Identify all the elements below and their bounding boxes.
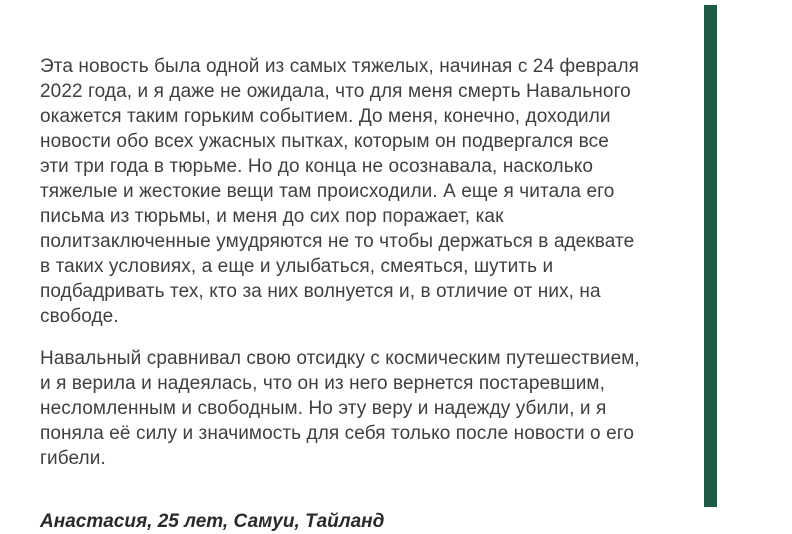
accent-bar — [704, 5, 717, 507]
quote-block — [40, 54, 641, 534]
quote-paragraph-2: Навальный сравнивал свою отсидку с космическим путешествием, и я верила и надеялась, что он из него вернется постаревшим, несломленным и свободным. Но эту веру и надежду убили, и я поняла её силу и значимость для себя только после новости о его гибели. — [40, 348, 640, 469]
quote-attribution: Анастасия, 25 лет, Самуи, Тайланд — [40, 511, 385, 532]
quote-paragraph-1: Эта новость была одной из самых тяжелых, начиная с 24 февраля 2022 года, и я даже не ожидала, что для меня смерть Навального окажется таким горьким событием. До меня, конечно, доходили новости обо всех ужасных пытках, которым он подвергался все эти три года в тюрьме. Но до конца не осознавала, насколько тяжелые и жестокие вещи там происходили. А еще я читала его письма из тюрьмы, и меня до сих пор поражает, как политзаключенные умудряются не то чтобы держаться в адеквате в таких условиях, а еще и улыбаться, смеяться, шутить и подбадривать тех, кто за них волнуется и, в отличие от них, на свободе. — [40, 56, 640, 327]
